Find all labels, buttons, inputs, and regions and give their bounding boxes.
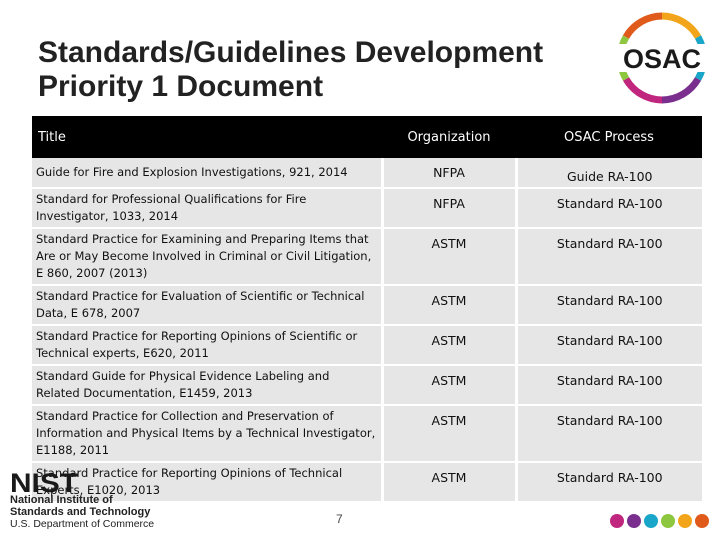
dot-5: [678, 514, 692, 528]
dot-4: [661, 514, 675, 528]
row-organization: ASTM: [382, 228, 516, 285]
row-organization: ASTM: [382, 325, 516, 365]
color-dots: [610, 514, 714, 534]
table-row: [32, 365, 702, 405]
row-osac-process: Standard RA-100: [516, 325, 702, 365]
row-organization: ASTM: [382, 365, 516, 405]
row-osac-process: Standard RA-100: [516, 405, 702, 462]
nist-logo: [10, 470, 170, 532]
dot-3: [644, 514, 658, 528]
row-title: Standard Guide for Physical Evidence Labeling and Related Documentation, E1459, 2013: [32, 365, 382, 405]
page-title: [38, 36, 608, 104]
table-row: [32, 158, 702, 188]
row-title: Standard Practice for Collection and Preservation of Information and Physical Items by a Technical Investigator, E1188, 2011: [32, 405, 382, 462]
header-organization: Organization: [382, 116, 516, 158]
row-title: Standard Practice for Reporting Opinions of Scientific or Technical experts, E620, 2011: [32, 325, 382, 365]
nist-department: U.S. Department of Commerce: [10, 518, 155, 530]
page-number: 7: [336, 512, 343, 526]
row-organization: ASTM: [382, 462, 516, 502]
osac-logo: [612, 8, 712, 108]
dot-6: [695, 514, 709, 528]
row-organization: NFPA: [382, 188, 516, 228]
row-osac-process: Standard RA-100: [516, 462, 702, 502]
nist-wordmark-text: NIST: [10, 470, 79, 494]
table-row: [32, 405, 702, 462]
row-title: Standard Practice for Examining and Preparing Items that Are or May Become Involved in Criminal or Civil Litigation, E 860, 2007 (2013): [32, 228, 382, 285]
header-title: Title: [32, 116, 382, 158]
table-row: [32, 325, 702, 365]
row-title: Guide for Fire and Explosion Investigations, 921, 2014: [32, 158, 382, 188]
row-organization: ASTM: [382, 405, 516, 462]
row-organization: NFPA: [382, 158, 516, 188]
table-header-row: [32, 116, 702, 158]
row-title: Standard Practice for Reporting Opinions of Technical Experts, E1020, 2013: [32, 462, 382, 502]
title-line-1: Standards/Guidelines Development: [38, 36, 544, 69]
osac-wordmark: OSAC: [622, 44, 702, 74]
table-row: [32, 228, 702, 285]
dot-1: [610, 514, 624, 528]
row-osac-process: Standard RA-100: [516, 365, 702, 405]
nist-wordmark: [10, 470, 90, 494]
nist-line-1: National Institute of: [10, 494, 113, 506]
row-osac-process: Standard RA-100: [516, 188, 702, 228]
row-osac-process: Guide RA-100: [516, 158, 702, 188]
table-row: [32, 285, 702, 325]
header-osac-process: OSAC Process: [516, 116, 702, 158]
standards-table: [32, 116, 702, 503]
title-line-2: Priority 1 Document: [38, 70, 324, 103]
dot-2: [627, 514, 641, 528]
row-title: Standard Practice for Evaluation of Scientific or Technical Data, E 678, 2007: [32, 285, 382, 325]
row-osac-process: Standard RA-100: [516, 285, 702, 325]
row-title: Standard for Professional Qualifications for Fire Investigator, 1033, 2014: [32, 188, 382, 228]
table-row: [32, 188, 702, 228]
nist-line-2: Standards and Technology: [10, 506, 151, 518]
row-organization: ASTM: [382, 285, 516, 325]
row-osac-process: Standard RA-100: [516, 228, 702, 285]
